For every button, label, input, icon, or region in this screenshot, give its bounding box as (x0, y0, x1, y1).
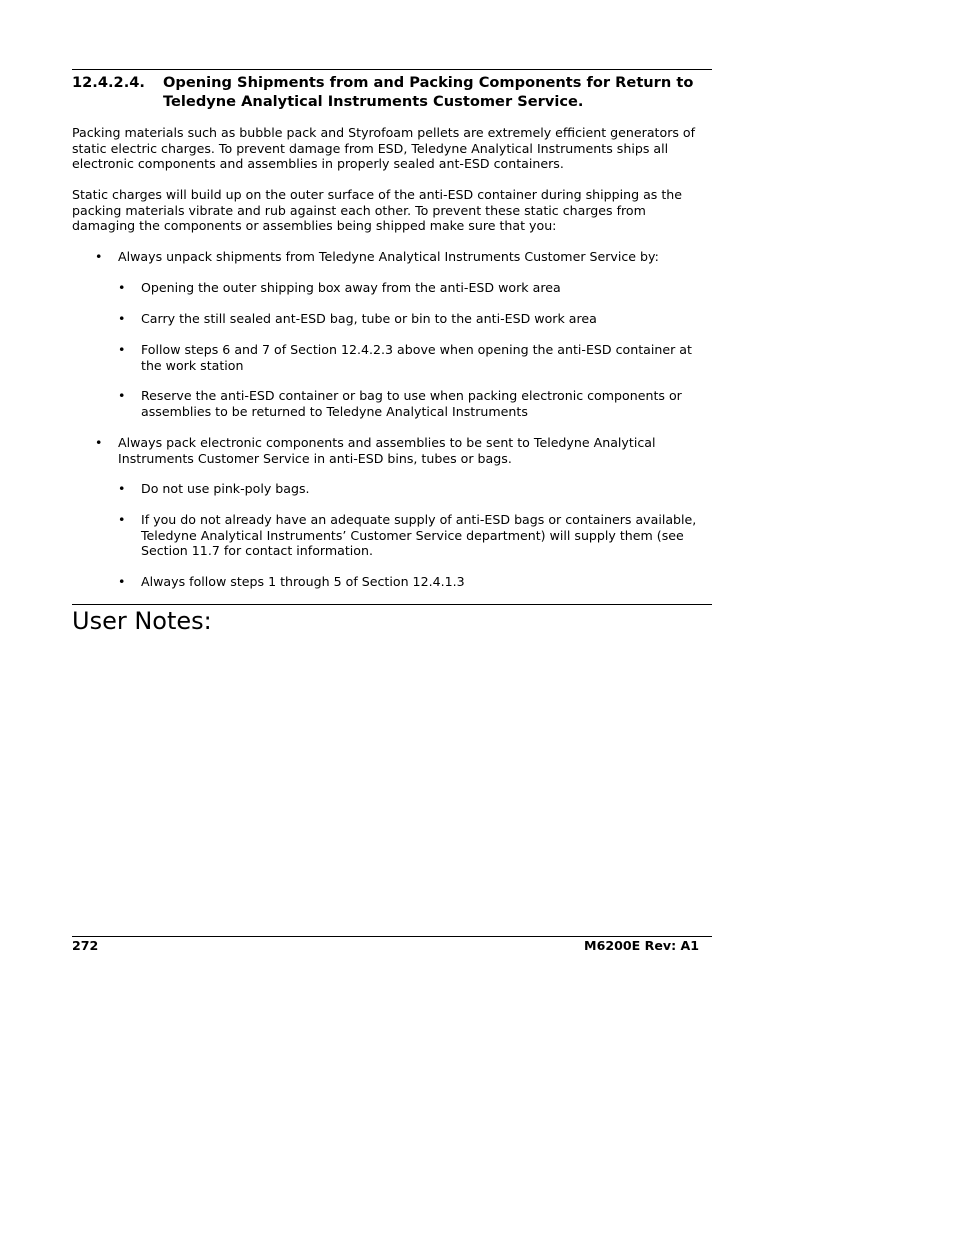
bullet-glyph: • (118, 388, 126, 403)
bullet-glyph: • (118, 311, 126, 326)
list-item (95, 249, 718, 265)
bullet-glyph: • (95, 249, 103, 264)
sub-list-item-text: Follow steps 6 and 7 of Section 12.4.2.3 above when opening the anti-ESD container at the work station (141, 342, 692, 373)
footer-rule (72, 936, 712, 937)
paragraph: Static charges will build up on the outer surface of the anti-ESD container during shipping as the packing materials vibrate and rub against each other. To prevent these static charges from damaging the components or assemblies being shipped make sure that you: (72, 187, 683, 233)
sub-list-item-text: If you do not already have an adequate supply of anti-ESD bags or containers available, Teledyne Analytical Instruments’ Customer Service department) will supply them (see Section 11.7 for contact information. (141, 512, 697, 558)
section-title-line2: Teledyne Analytical Instruments Customer Service. (163, 93, 584, 110)
notes-rule (72, 604, 712, 605)
document-revision: M6200E Rev: A1 (584, 938, 699, 953)
sub-list-item (118, 481, 711, 497)
sub-list-item (118, 311, 711, 327)
bullet-glyph: • (118, 481, 126, 496)
bullet-glyph: • (95, 435, 103, 450)
sub-list-item-text: Always follow steps 1 through 5 of Section 12.4.1.3 (141, 574, 465, 589)
section-title-line1: Opening Shipments from and Packing Components for Return to (163, 74, 694, 91)
list-item-text: Always unpack shipments from Teledyne Analytical Instruments Customer Service by: (118, 249, 659, 264)
sub-list-item (118, 574, 711, 590)
sub-list-item-text: Reserve the anti-ESD container or bag to use when packing electronic components or assemblies to be returned to Teledyne Analytical Instruments (141, 388, 682, 419)
paragraph: Packing materials such as bubble pack and Styrofoam pellets are extremely efficient generators of static electric charges. To prevent damage from ESD, Teledyne Analytical Instruments ships all electronic components and assemblies in properly sealed ant-ESD containers. (72, 125, 696, 171)
bullet-glyph: • (118, 342, 126, 357)
section-heading (72, 73, 712, 111)
top-rule (72, 69, 712, 70)
bullet-glyph: • (118, 280, 126, 295)
list-item (95, 435, 678, 466)
user-notes-title: User Notes: (72, 607, 212, 635)
sub-list-item-text: Carry the still sealed ant-ESD bag, tube or bin to the anti-ESD work area (141, 311, 597, 326)
list-item-text: Always pack electronic components and assemblies to be sent to Teledyne Analytical Instruments Customer Service in anti-ESD bins, tubes or bags. (118, 435, 656, 466)
bullet-glyph: • (118, 574, 126, 589)
sub-list-item-text: Do not use pink-poly bags. (141, 481, 310, 496)
section-number: 12.4.2.4. (72, 74, 145, 91)
sub-list-item (118, 512, 706, 559)
bullet-glyph: • (118, 512, 126, 527)
sub-list-item (118, 342, 711, 373)
sub-list-item (118, 388, 701, 419)
sub-list-item (118, 280, 711, 296)
sub-list-item-text: Opening the outer shipping box away from the anti-ESD work area (141, 280, 561, 295)
page-number: 272 (72, 938, 99, 953)
